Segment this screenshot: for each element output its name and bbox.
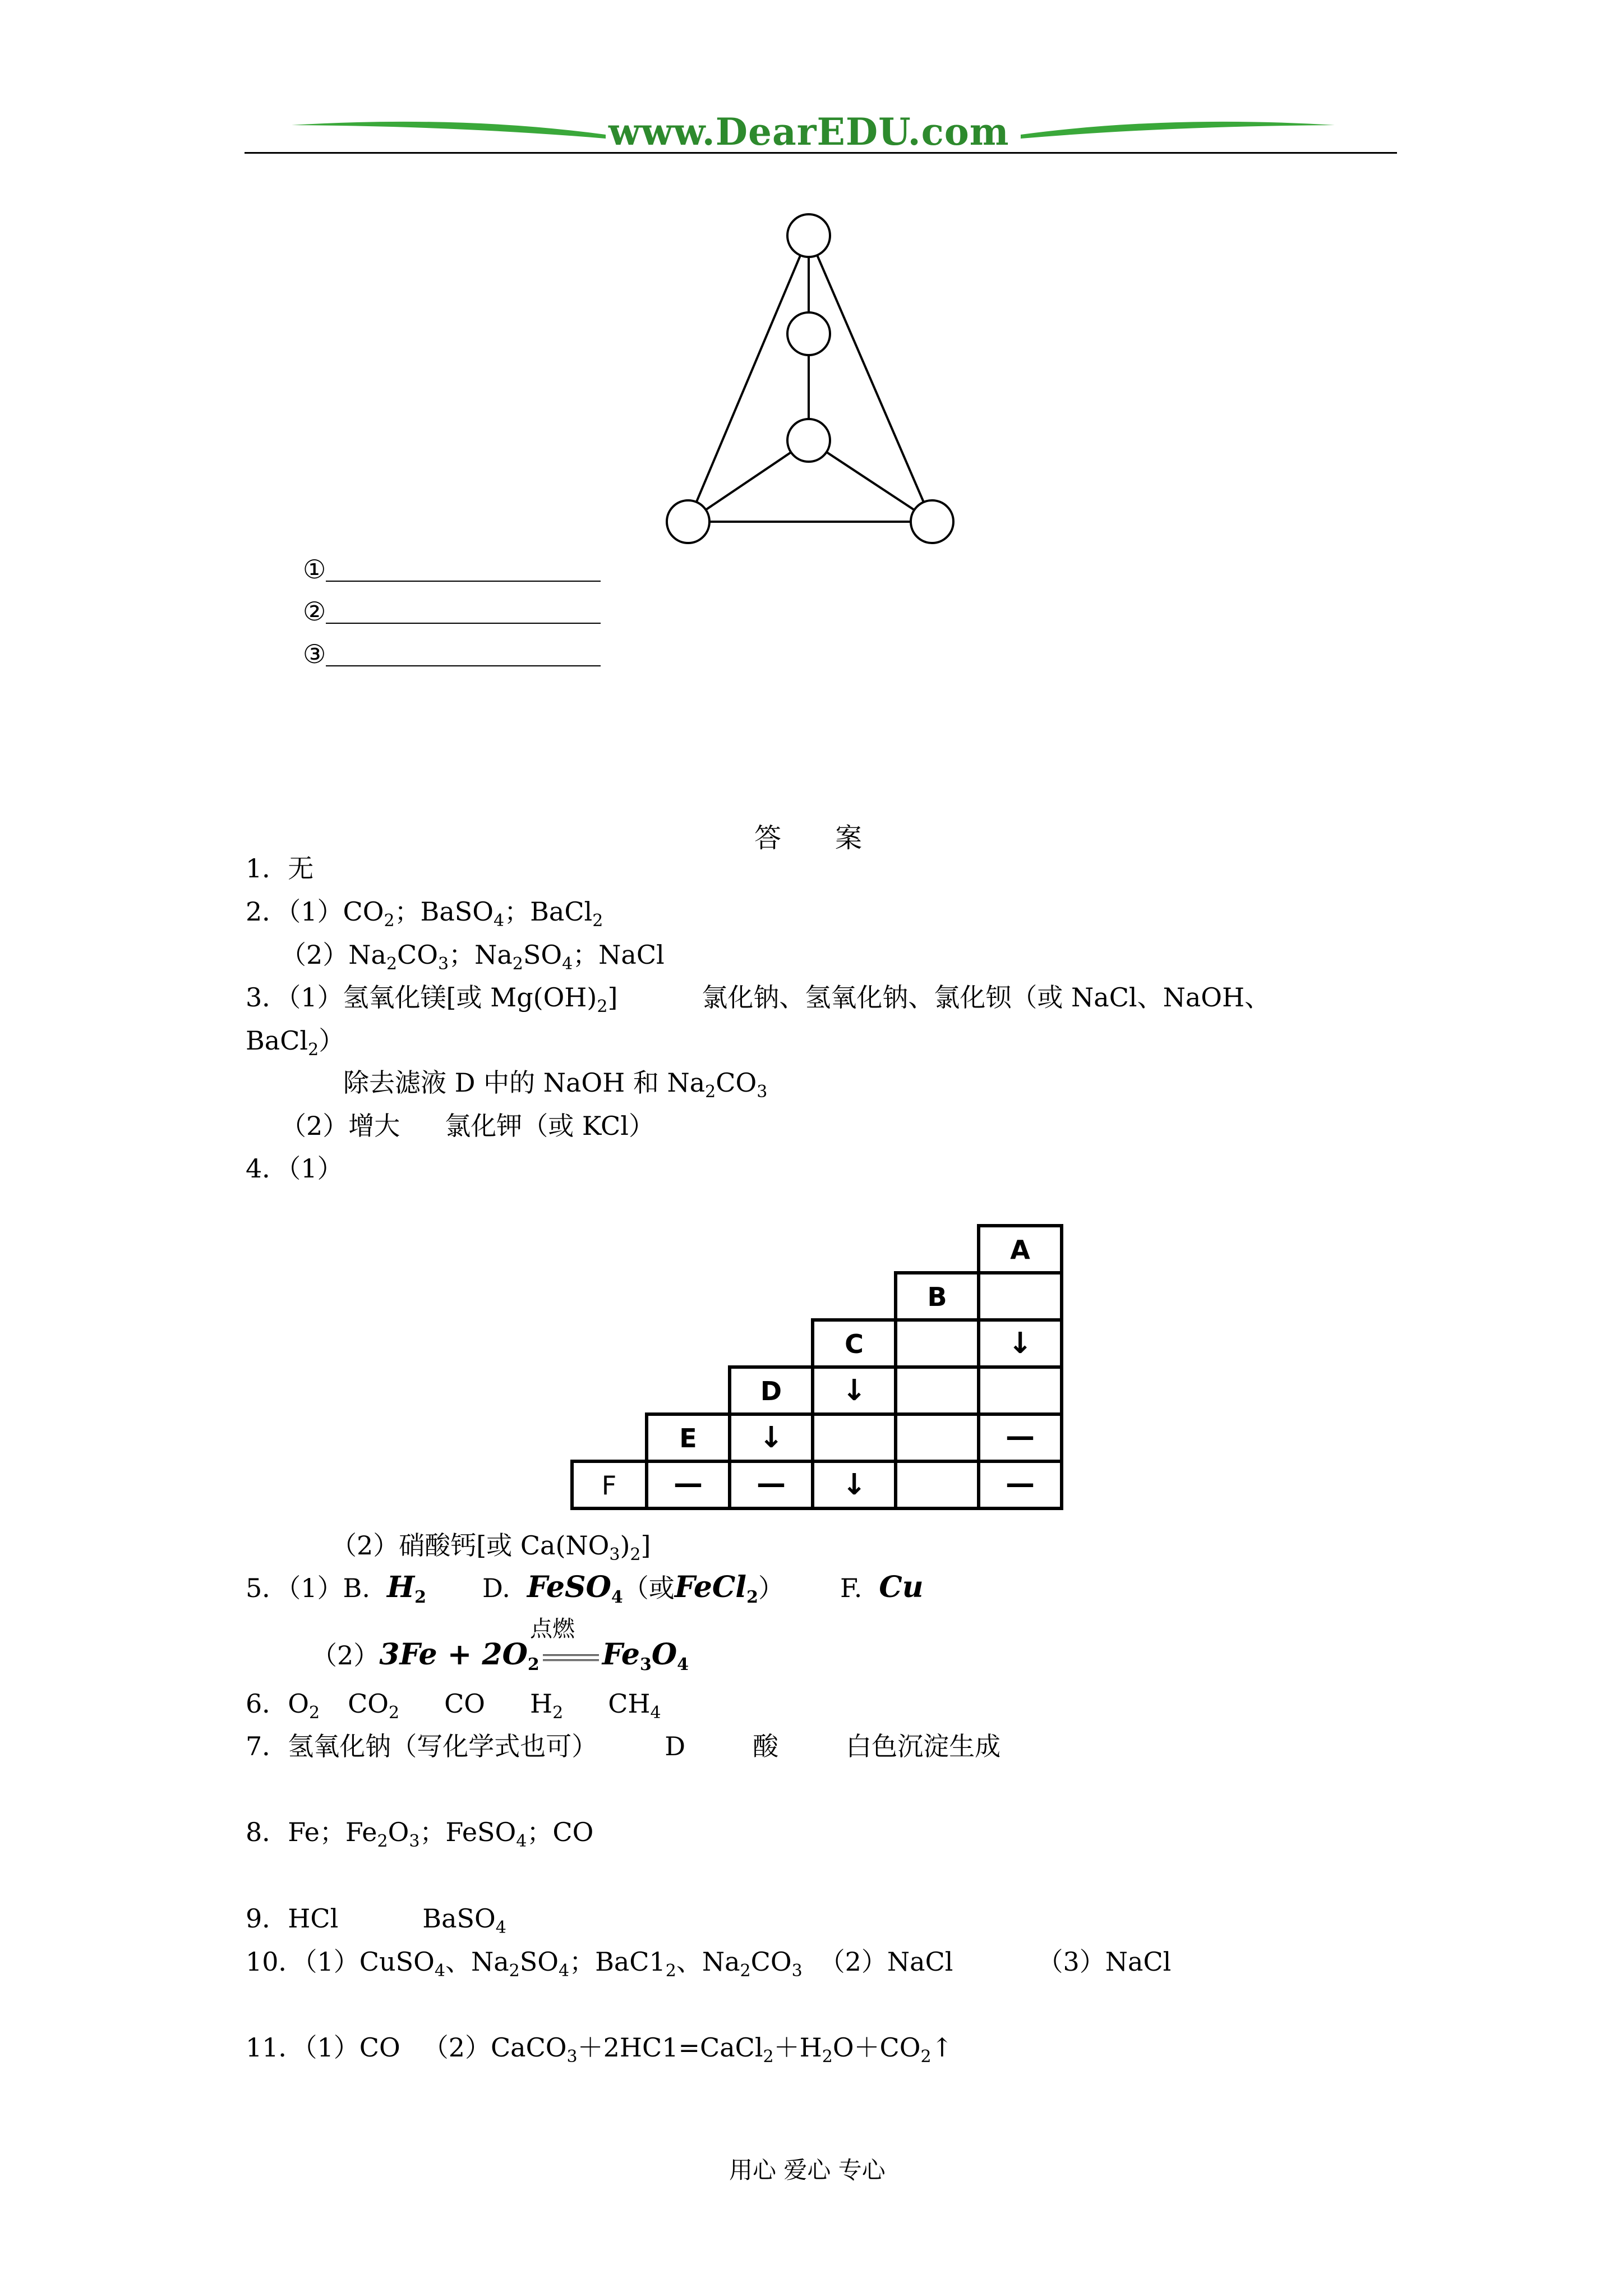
answer-3-1-cont: BaCl$_2$） bbox=[246, 1025, 345, 1060]
answer-5-2: $(2)3Fe + 2O_2$ $Fe_3O_4$ bbox=[311, 1637, 689, 1674]
answer-7: 7．氢氧化钠（写化学式也可） D 酸 白色沉淀生成 bbox=[246, 1731, 1001, 1761]
page-footer: 用心 爱心 专心 bbox=[729, 2156, 886, 2184]
answer-8: 8．Fe；$Fe_2O_3$；FeSO$_4$；CO bbox=[246, 1817, 594, 1851]
answer-6: 6．$O_2$ $CO_2$ CO $H_2$ $CH_4$ bbox=[246, 1688, 661, 1723]
answer-4-2: （2）硝酸钙[或 $Ca(NO_3)_2$] bbox=[331, 1530, 651, 1565]
cell-down-arrow: ↓ bbox=[842, 1374, 866, 1407]
tetrahedron-diagram bbox=[656, 208, 970, 555]
cell-dash: — bbox=[1006, 1467, 1035, 1501]
table-label-f: F bbox=[601, 1470, 617, 1501]
cell-down-arrow: ↓ bbox=[759, 1421, 783, 1455]
answer-11: 11．（1）CO $(2)CaCO_3+2HC1=CaCl_2+H_2O+CO_2↑$ bbox=[246, 2032, 953, 2067]
cell-dash: — bbox=[1006, 1420, 1035, 1453]
table-label-a: A bbox=[1010, 1235, 1030, 1265]
answer-5-1: 5．（1）B. $H_2$ D. FeSO$_4$（或FeCl$_2$） F. Cu bbox=[246, 1570, 924, 1607]
blank-line-3: ③ bbox=[303, 637, 601, 671]
equation-equals bbox=[543, 1654, 599, 1661]
table-label-d: D bbox=[760, 1376, 782, 1406]
cell-down-arrow: ↓ bbox=[842, 1468, 866, 1502]
node-circle bbox=[787, 312, 830, 355]
node-circle bbox=[787, 419, 830, 462]
answer-3-1: 3．（1）氢氧化镁[或 $Mg(OH)_2$] 氯化钠、氢氧化钠、氯化钡（或 NaCl、NaOH、 bbox=[246, 982, 1271, 1016]
table-label-b: B bbox=[927, 1282, 947, 1312]
reaction-table bbox=[566, 1223, 1071, 1515]
blank-line-1: ① bbox=[303, 553, 601, 586]
answer-2-1: 2．$(1)CO_2$；BaSO$_4$；BaCl$_2$ bbox=[246, 896, 603, 931]
answer-3-1-purpose: 除去滤液 D 中的 NaOH 和 $Na_2CO_3$ bbox=[343, 1068, 768, 1102]
blank-line-2: ② bbox=[303, 595, 601, 628]
answer-4-1: 4．（1） bbox=[246, 1153, 343, 1184]
node-circle bbox=[667, 500, 709, 543]
answer-2-2: $(2)Na_2CO_3$；$Na_2SO_4$；NaCl bbox=[280, 940, 665, 974]
answers-title: 答 案 bbox=[754, 822, 863, 854]
node-circle bbox=[911, 500, 953, 543]
equation-condition: 点燃 bbox=[530, 1616, 575, 1642]
cell-dash: — bbox=[757, 1467, 786, 1501]
node-circle bbox=[787, 214, 830, 257]
cell-down-arrow: ↓ bbox=[1008, 1327, 1032, 1360]
answer-3-2: （2）增大 氯化钾（或 KCl） bbox=[280, 1111, 654, 1141]
header-logo-text: www.DearEDU.com bbox=[608, 110, 1009, 154]
answer-9: 9．HCl BaSO$_4$ bbox=[246, 1903, 506, 1938]
answer-1: 1．无 bbox=[246, 853, 314, 884]
answer-10: 10．（1）CuSO$_4$、$Na_2SO_4$；$BaC1_2$、$Na_2CO_3$ （2）NaCl （3）NaCl bbox=[246, 1947, 1172, 1981]
header-rule bbox=[245, 152, 1397, 154]
table-label-e: E bbox=[679, 1423, 697, 1453]
table-label-c: C bbox=[845, 1329, 864, 1359]
cell-dash: — bbox=[674, 1467, 703, 1501]
